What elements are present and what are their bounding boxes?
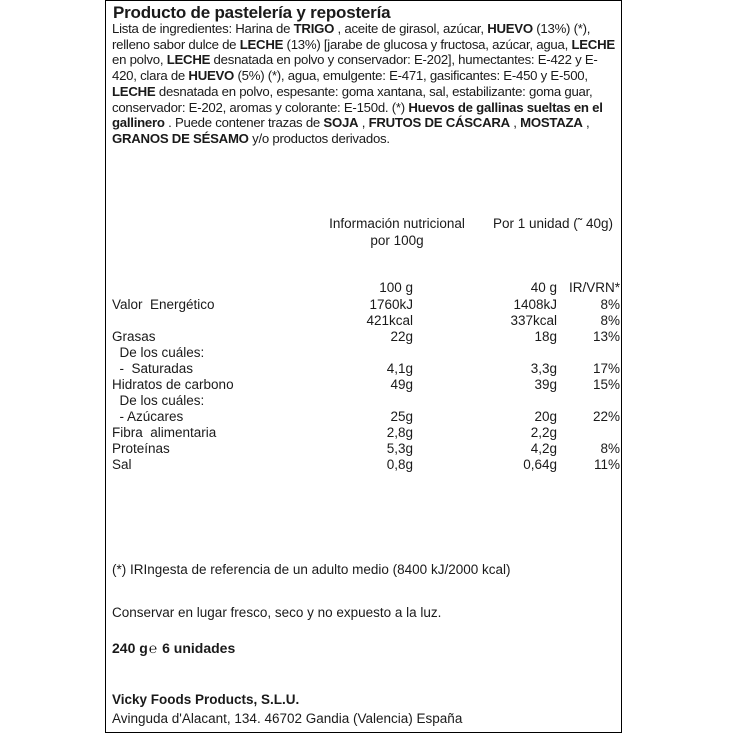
ingredient-text: , xyxy=(509,115,521,131)
ingredient-text: (5%) (*), agua, emulgente: E-471, gasificantes: E-450 y E-500, xyxy=(234,68,588,84)
ingredient-text: en polvo, xyxy=(112,52,167,68)
value-per-100g: 0,8g xyxy=(386,457,413,472)
ingredient-highlight: MOSTAZA xyxy=(520,115,583,131)
value-per-unit: 2,2g xyxy=(530,425,557,440)
value-per-100g: 421kcal xyxy=(366,313,413,328)
nutrition-header-per100 xyxy=(322,215,472,249)
footnote: (*) IRIngesta de referencia de un adulto medio (8400 kJ/2000 kcal) xyxy=(112,562,511,577)
ingredient-text: y/o productos derivados. xyxy=(248,130,390,146)
value-per-unit: 1408kJ xyxy=(513,297,557,312)
nutrient-label: Hidratos de carbono xyxy=(112,377,234,392)
weight-value: 240 g xyxy=(112,640,148,656)
reference-intake: 8% xyxy=(600,441,620,456)
nutrient-label: - Azúcares xyxy=(112,409,184,424)
nutrition-row xyxy=(106,297,621,313)
value-per-100g: 49g xyxy=(390,377,413,392)
ingredients-list xyxy=(112,21,616,147)
ingredient-highlight: FRUTOS DE CÁSCARA xyxy=(368,115,510,131)
value-per-unit: 20g xyxy=(534,409,557,424)
ingredient-highlight: HUEVO xyxy=(487,21,533,36)
value-per-unit: 4,2g xyxy=(530,441,557,456)
storage-note: Conservar en lugar fresco, seco y no expuesto a la luz. xyxy=(112,605,442,620)
value-per-unit: 39g xyxy=(534,377,557,392)
ingredient-text: desnatada en polvo y conservador: E-202], humectantes: E-422 y E-420, clara de xyxy=(112,52,598,84)
value-per-unit: 0,64g xyxy=(523,457,557,472)
nutrition-row xyxy=(106,441,621,457)
value-per-100g: 100 g xyxy=(379,280,413,295)
nutrient-label: De los cuáles: xyxy=(112,393,205,408)
ingredient-highlight: Huevos de gallinas sueltas en el gallinero xyxy=(112,99,603,131)
nutrition-header-line: por 100g xyxy=(370,233,424,248)
ingredient-text: , xyxy=(582,115,590,131)
reference-intake: 13% xyxy=(592,329,620,344)
ingredient-text: desnatada en polvo, espesante: goma xantana, sal, estabilizante: goma guar, conservador: E-202, aromas y colorante: E-150d. (*) xyxy=(112,83,593,115)
ingredient-highlight: LECHE xyxy=(571,36,615,52)
ingredient-highlight: HUEVO xyxy=(188,68,235,84)
ingredient-text: , xyxy=(358,115,369,131)
nutrition-row xyxy=(106,280,621,296)
nutrition-row xyxy=(106,345,621,361)
net-weight xyxy=(112,640,235,656)
company-name: Vicky Foods Products, S.L.U. xyxy=(112,692,300,707)
label-frame xyxy=(105,0,622,733)
nutrition-row xyxy=(106,361,621,377)
ingredient-text: Lista de ingredientes: Harina de xyxy=(112,21,294,36)
ingredient-highlight: GRANOS DE SÉSAMO xyxy=(112,130,249,146)
nutrition-row xyxy=(106,329,621,345)
reference-intake: 15% xyxy=(592,377,620,392)
value-per-100g: 5,3g xyxy=(386,441,413,456)
unit-count: 6 unidades xyxy=(162,640,236,656)
value-per-unit: 337kcal xyxy=(510,313,557,328)
ingredient-highlight: SOJA xyxy=(323,115,359,131)
reference-intake: 17% xyxy=(592,361,620,376)
reference-intake: 8% xyxy=(600,297,620,312)
reference-intake: 8% xyxy=(600,313,620,328)
nutrient-label: Fibra alimentaria xyxy=(112,425,217,440)
nutrient-label: Valor Energético xyxy=(112,297,215,312)
ingredient-highlight: TRIGO xyxy=(293,21,335,36)
reference-intake: IR/VRN* xyxy=(568,280,620,295)
nutrient-label: De los cuáles: xyxy=(112,345,205,360)
nutrient-label: Sal xyxy=(112,457,132,472)
estimated-sign-icon: ℮ xyxy=(148,640,158,656)
value-per-100g: 25g xyxy=(390,409,413,424)
nutrient-label: - Saturadas xyxy=(112,361,194,376)
value-per-unit: 18g xyxy=(534,329,557,344)
ingredient-text: (13%) (*), relleno sabor dulce de xyxy=(112,21,591,52)
nutrition-header-line: Información nutricional xyxy=(329,216,465,231)
nutrient-label: Grasas xyxy=(112,329,156,344)
ingredient-highlight: LECHE xyxy=(239,36,284,52)
nutrition-row xyxy=(106,393,621,409)
nutrition-row xyxy=(106,313,621,329)
ingredient-highlight: LECHE xyxy=(166,52,211,68)
nutrition-row xyxy=(106,425,621,441)
nutrition-row xyxy=(106,377,621,393)
nutrition-header-unit: Por 1 unidad (˜ 40g) xyxy=(492,216,614,231)
value-per-100g: 2,8g xyxy=(386,425,413,440)
reference-intake: 11% xyxy=(593,457,620,472)
value-per-unit: 40 g xyxy=(530,280,557,295)
company-address: Avinguda d'Alacant, 134. 46702 Gandia (Valencia) España xyxy=(112,711,463,726)
value-per-100g: 22g xyxy=(390,329,413,344)
reference-intake: 22% xyxy=(592,409,620,424)
ingredient-highlight: LECHE xyxy=(112,83,156,99)
ingredient-text: (13%) [jarabe de glucosa y fructosa, azúcar, agua, xyxy=(283,36,572,52)
value-per-100g: 1760kJ xyxy=(369,297,413,312)
nutrition-row xyxy=(106,409,621,425)
nutrition-row xyxy=(106,457,621,473)
ingredient-text: , aceite de girasol, azúcar, xyxy=(334,21,488,36)
value-per-100g: 4,1g xyxy=(386,361,413,376)
value-per-unit: 3,3g xyxy=(530,361,557,376)
nutrient-label: Proteínas xyxy=(112,441,170,456)
ingredient-text: . Puede contener trazas de xyxy=(164,115,324,131)
product-title: Producto de pastelería y repostería xyxy=(113,3,391,22)
